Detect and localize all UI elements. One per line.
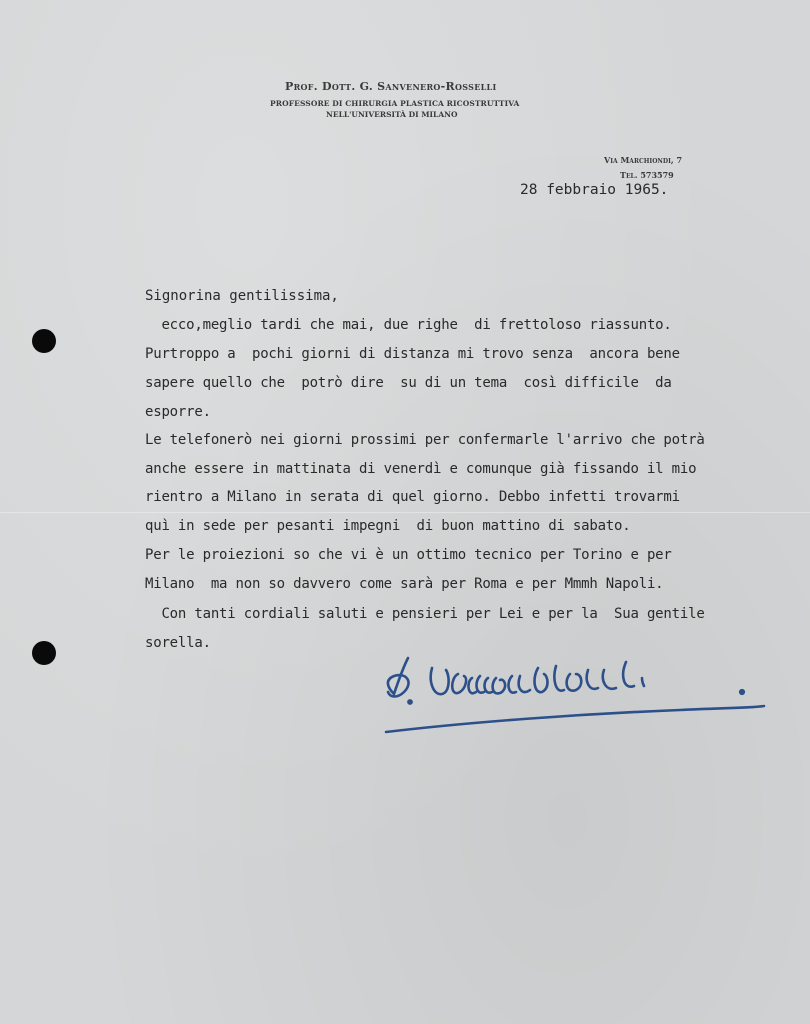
punch-hole-bottom [32,641,56,665]
body-line: Le telefonerò nei giorni prossimi per confermarle l'arrivo che potrà [145,432,705,448]
body-line: Milano ma non so davvero come sarà per Roma e per Mmmh Napoli. [145,576,664,592]
signature-initial-stroke [388,658,409,697]
letter-date: 28 febbraio 1965. [520,182,669,198]
salutation: Signorina gentilissima, [145,288,339,304]
signature-initial-dot [408,700,411,703]
body-line: rientro a Milano in serata di quel giorno. Debbo infetti trovarmi [145,489,680,505]
body-line: Con tanti cordiali saluti e pensieri per Lei e per la Sua gentile [145,606,705,622]
signature-underline-stroke [386,706,764,732]
body-line: anche essere in mattinata di venerdì e comunque già fissando il mio [145,461,697,477]
body-line: Purtroppo a pochi giorni di distanza mi trovo senza ancora bene [145,346,680,362]
letterhead-title: PROFESSORE DI CHIRURGIA PLASTICA RICOSTRUTTIVA [270,99,520,108]
address-street: Via Marchiondi, 7 [604,155,683,165]
body-line: quì in sede per pesanti impegni di buon mattino di sabato. [145,518,631,534]
address-telephone: Tel. 573579 [620,170,674,180]
letterhead-name: Prof. Dott. G. Sanvenero-Rosselli [285,80,497,93]
signature-end-dot [740,690,744,694]
body-line: Per le proiezioni so che vi è un ottimo tecnico per Torino e per [145,547,672,563]
punch-hole-top [32,329,56,353]
body-line: sorella. [145,635,211,651]
paper-fold-line [0,512,810,513]
body-line: esporre. [145,404,211,420]
letterhead-university: NELL'UNIVERSITÀ DI MILANO [326,110,458,119]
body-line: ecco,meglio tardi che mai, due righe di frettoloso riassunto. [145,317,672,333]
signature-surname-stroke [431,662,644,694]
handwritten-signature [380,648,780,748]
body-line: sapere quello che potrò dire su di un tema così difficile da [145,375,672,391]
